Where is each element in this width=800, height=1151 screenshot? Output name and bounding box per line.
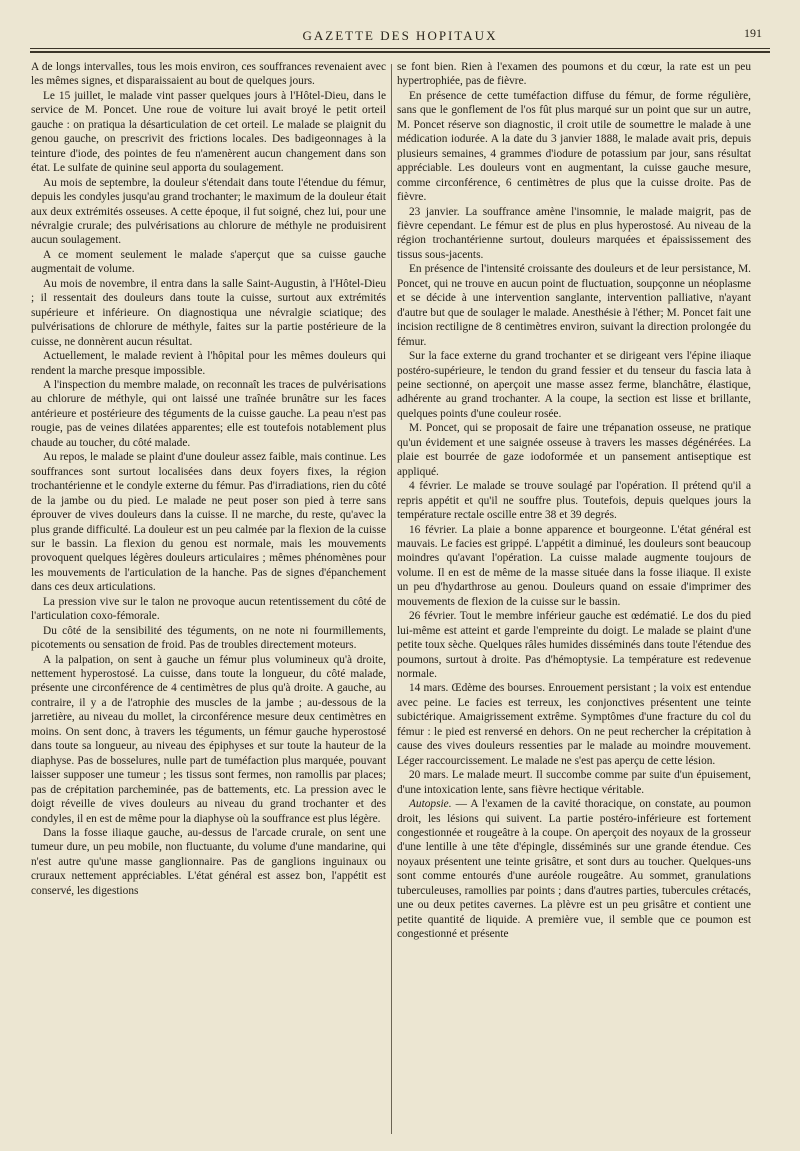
paragraph: Sur la face externe du grand trochanter et se dirigeant vers l'épine iliaque postéro-supérieure, le tendon du grand fessier et du tenseur du fascia lata à peine sectionné, on aperçoit une masse assez ferme, blanchâtre, élastique, adhérente au grand trochanter. A la coupe, la section est lisse et brillante, quelques points d'une couleur rosée. bbox=[397, 350, 751, 420]
paragraph: A l'inspection du membre malade, on reconnaît les traces de pulvérisations au chlorure de méthyle, qui ont laissé une traînée brunâtre sur les faces antérieure et postérieure des téguments de la cuisse gauche. La peau n'est pas rougie, pas de veines dilatées apparentes; elle est toutefois notablement plus chaude au toucher, du côté malade. bbox=[31, 378, 386, 449]
paragraph: 16 février. La plaie a bonne apparence et bourgeonne. L'état général est mauvais. Le facies est grippé. L'appétit a diminué, les douleurs sont beaucoup moindres qu'avant l'opération. La cuisse malade augmente toujours de volume. Il en est de même de la masse située dans la fosse iliaque. Il existe un peu d'hydarthrose au genou. Douleurs quand on essaie d'imprimer des mouvements de flexion de la cuisse sur le bassin. bbox=[397, 523, 751, 608]
paragraph: Au mois de septembre, la douleur s'étendait dans toute l'étendue du fémur, depuis les condyles jusqu'au grand trochanter; le maximum de la douleur était aux deux extrémités osseuses. A cette époque, il fut soigné, chez lui, pour une névralgie crurale; des pulvérisations au chlorure de méthyle ne produisirent aucun soulagement. bbox=[31, 176, 386, 247]
paragraph: A de longs intervalles, tous les mois environ, ces souffrances revenaient avec les mêmes signes, et disparaissaient au bout de quelques jours. bbox=[31, 61, 386, 88]
paragraph: 20 mars. Le malade meurt. Il succombe comme par suite d'un épuisement, d'une intoxication lente, sans fièvre hectique véritable. bbox=[397, 769, 751, 796]
right-column bbox=[397, 60, 751, 1140]
paragraph: 4 février. Le malade se trouve soulagé par l'opération. Il prétend qu'il a repris appétit et qu'il ne souffre plus. Toutefois, depuis quelques jours la température rectale oscille entre 38 et 39 degrés. bbox=[397, 480, 751, 522]
paragraph: 14 mars. Œdème des bourses. Enrouement persistant ; la voix est entendue avec peine. Le facies est terreux, les conjonctives présentent une teinte subictérique. Amaigrissement extrême. Symptômes d'une fracture du col du fémur : le pied est renversé en dehors. On ne peut rechercher la crépitation à cause des vives douleurs ressenties par le malade au moindre mouvement. Léger raccourcissement. Le malade ne s'est pas aperçu de cette lésion. bbox=[397, 682, 751, 767]
left-column bbox=[31, 60, 386, 1140]
column-divider bbox=[391, 64, 392, 1134]
header-rule-double bbox=[30, 51, 770, 53]
autopsy-label: Autopsie. bbox=[409, 798, 452, 811]
paragraph: Actuellement, le malade revient à l'hôpital pour les mêmes douleurs qui rendent la marche presque impossible. bbox=[31, 350, 386, 377]
paragraph: En présence de l'intensité croissante des douleurs et de leur persistance, M. Poncet, qui ne trouve en aucun point de fluctuation, soupçonne un néoplasme et se décide à une intervention sanglante, intervention palliative, n'ayant d'autre but que de soulager le malade. Anesthésie à l'éther; M. Poncet fait une incision rectiligne de 8 centimètres environ, suivant la direction prolongée du fémur. bbox=[397, 263, 751, 348]
paragraph: Au mois de novembre, il entra dans la salle Saint-Augustin, à l'Hôtel-Dieu ; il ressentait des douleurs dans toute la cuisse, surtout aux extrémités supérieure et inférieure. On diagnostiqua une névralgie sciatique; des pulvérisations de chlorure de méthyle, faites sur la partie postérieure de la cuisse, ne donnèrent aucun résultat. bbox=[31, 277, 386, 348]
paragraph: Au repos, le malade se plaint d'une douleur assez faible, mais continue. Les souffrances sont surtout localisées dans deux foyers fixes, la région trochantérienne et le condyle externe du fémur. Pas d'irradiations, rien du côté de la jambe ou du pied. Le malade ne peut poser son pied à terre sans éprouver de vives douleurs dans la cuisse. Il ne marche, du reste, qu'avec la plus grande difficulté. La douleur est un peu calmée par la flexion de la cuisse sur le bassin. La flexion du genou est normale, mais les mouvements provoquent quelques légères douleurs articulaires ; mêmes phénomènes pour les mouvements de l'articulation de la hanche. Pas de signes d'épanchement dans ces deux articulations. bbox=[31, 451, 386, 594]
paragraph: Le 15 juillet, le malade vint passer quelques jours à l'Hôtel-Dieu, dans le service de M. Poncet. Une roue de voiture lui avait broyé le petit orteil gauche : on pratiqua la désarticulation de cet orteil. Le malade se plaignit du genou gauche, on prescrivit des frictions locales. Des badigeonnages à la teinture d'iode, des pointes de feu n'amenèrent aucun changement dans son état. Le sulfate de quinine seul apporta du soulagement. bbox=[31, 89, 386, 175]
paragraph: 23 janvier. La souffrance amène l'insomnie, le malade maigrit, pas de fièvre cependant. Le fémur est de plus en plus hyperostosé. Au niveau de la région trochantérienne surtout, douleurs marquées et épaississement des tissus sous-jacents. bbox=[397, 205, 751, 261]
autopsy-paragraph bbox=[397, 797, 751, 942]
paragraph: Dans la fosse iliaque gauche, au-dessus de l'arcade crurale, on sent une tumeur dure, un peu mobile, non fluctuante, du volume d'une mandarine, qui n'est autre qu'une masse ganglionnaire. Pas de ganglions inguinaux ou cruraux nettement appréciables. L'état général est assez bon, l'appétit est conservé, les digestions bbox=[31, 827, 386, 897]
paragraph: 26 février. Tout le membre inférieur gauche est œdématié. Le dos du pied lui-même est atteint et garde l'empreinte du doigt. Le malade se plaint d'une petite toux sèche. Quelques râles humides disséminés dans toute l'étendue des poumons, surtout à droite. Pas d'hémoptysie. La température est redevenue normale. bbox=[397, 610, 751, 681]
paragraph: En présence de cette tuméfaction diffuse du fémur, de forme régulière, sans que le gonflement de l'os fût plus marqué sur un point que sur un autre, M. Poncet réserve son diagnostic, il croit utile de soumettre le malade à une médication iodurée. A la date du 3 janvier 1888, le malade avait pris, depuis plusieurs semaines, 4 grammes d'iodure de potassium par jour, sans résultat appréciable. Les douleurs vont en augmentant, la cuisse gauche mesure, comme circonférence, 6 centimètres de plus que la cuisse droite. Pas de fièvre. bbox=[397, 89, 751, 204]
paragraph: A ce moment seulement le malade s'aperçut que sa cuisse gauche augmentait de volume. bbox=[31, 248, 386, 276]
paragraph: se font bien. Rien à l'examen des poumons et du cœur, la rate est un peu hypertrophiée, pas de fièvre. bbox=[397, 61, 751, 88]
autopsy-text: — A l'examen de la cavité thoracique, on constate, au poumon droit, les lésions qui suivent. La partie postéro-inférieure est fortement congestionnée et rougeâtre à la coupe. On aperçoit des noyaux de la grosseur d'une lentille à une tête d'épingle, disséminés sur une grande étendue. Ces noyaux présentent une teinte grisâtre, et sont durs au toucher. Quelques-uns sont comme entourés d'une auréole rougeâtre. Au sommet, granulations tuberculeuses, ramollies par points ; dans d'autres parties, tubercules crétacés, une ou deux petites cavernes. La plèvre est un peu grisâtre et contient une petite quantité de liquide. A première vue, il semble que ce poumon est congestionné et présente bbox=[397, 798, 751, 941]
paragraph: Du côté de la sensibilité des téguments, on ne note ni fourmillements, picotements ou sensation de froid. Pas de troubles directement moteurs. bbox=[31, 624, 386, 652]
paragraph: A la palpation, on sent à gauche un fémur plus volumineux qu'à droite, nettement hyperostosé. La cuisse, dans toute la longueur, du côté malade, présente une circonférence de 4 centimètres de plus qu'à droite. A gauche, au contraire, il y a de l'atrophie des muscles de la jambe ; au-dessous de la jarretière, au niveau du mollet, la circonférence mesure deux centimètres en moins. On sent donc, à travers les téguments, un fémur gauche hyperostosé dans toute sa longueur, au niveau des épiphyses et sur toute la hauteur de la diaphyse. Pas de bosselures, nulle part de tuméfaction plus marquée, pouvant laisser supposer une tumeur ; les tissus sont fermes, non ramollis par places; pas de crépitation parcheminée, pas de battements, etc. La pression avec le doigt réveille de vives douleurs au niveau du grand trochanter et des condyles, il en est de même pour la diaphyse où la souffrance est plus légère. bbox=[31, 653, 386, 825]
journal-title: GAZETTE DES HOPITAUX bbox=[302, 28, 498, 43]
page-number: 191 bbox=[744, 26, 762, 40]
paragraph: M. Poncet, qui se proposait de faire une trépanation osseuse, ne pratique qu'un évidement et une saignée osseuse à travers les masses dégénérées. La plaie est bourrée de gaze iodoformée et un pansement antiseptique est appliqué. bbox=[397, 422, 751, 478]
header-rule bbox=[30, 48, 770, 49]
paragraph: La pression vive sur le talon ne provoque aucun retentissement du côté de l'articulation coxo-fémorale. bbox=[31, 595, 386, 623]
page-header bbox=[30, 26, 770, 44]
